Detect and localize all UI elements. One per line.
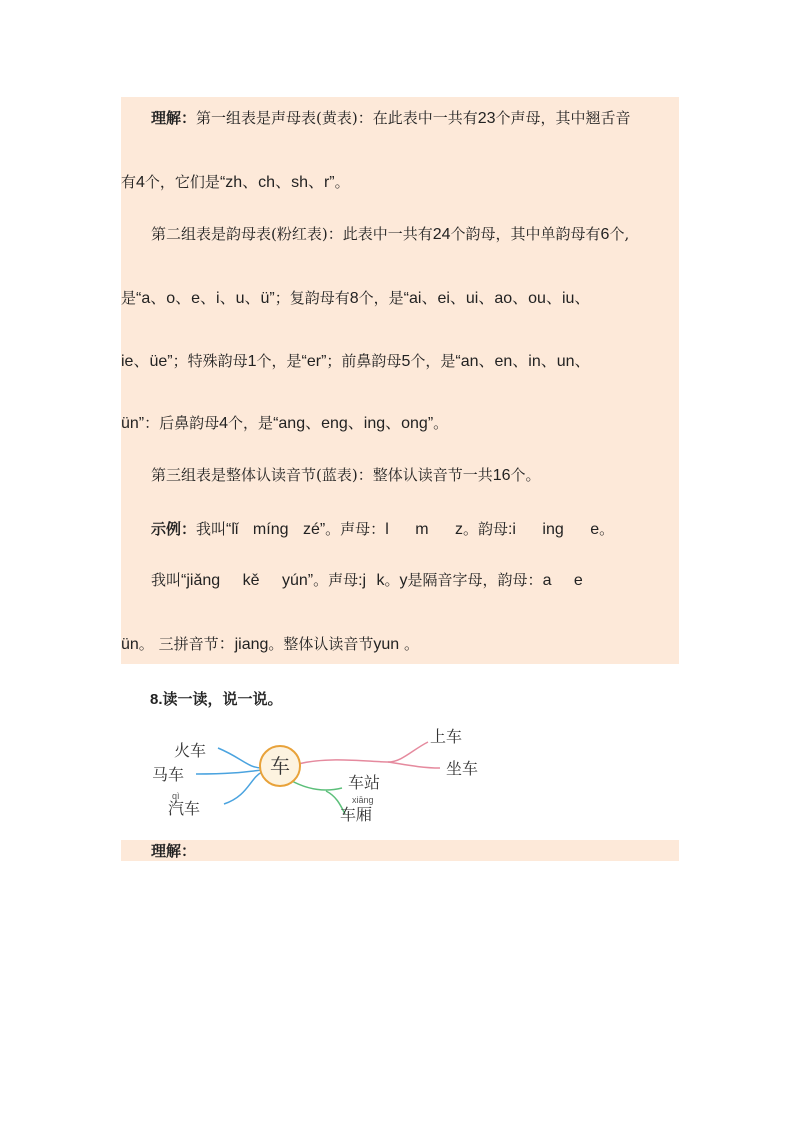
branch-line	[290, 780, 342, 790]
node-label: 上车	[430, 728, 463, 746]
example-line: 示例：我叫“lǐ míng zé”。声母：l m z。韵母:i ing e。	[151, 520, 615, 538]
paragraph-line: 第三组表是整体认读音节(蓝表)：整体认读音节一共16个。	[151, 466, 541, 484]
example-line: ün。 三拼音节：jiang。整体认读音节yun 。	[121, 635, 419, 653]
node-label: 马车	[152, 765, 185, 784]
paragraph-line: 理解：第一组表是声母表(黄表)：在此表中一共有23个声母，其中翘舌音	[151, 109, 631, 127]
paragraph-line: 是“a、o、e、i、u、ü”；复韵母有8个，是“ai、ei、ui、ao、ou、iu、	[121, 289, 591, 307]
pinyin-annotation: qì	[172, 791, 180, 801]
label-understanding: 理解	[151, 842, 182, 860]
node-label: 火车	[174, 741, 207, 760]
paragraph-line: ie、üe”；特殊韵母1个，是“er”；前鼻韵母5个，是“an、en、in、un、	[121, 352, 591, 370]
paragraph-line: 第二组表是韵母表(粉红表)：此表中一共有24个韵母，其中单韵母有6个,	[151, 225, 630, 243]
branch-line	[218, 748, 262, 768]
node-label: 坐车	[446, 759, 479, 778]
label-understanding: 理解	[151, 109, 182, 127]
paragraph-line: ün”：后鼻韵母4个，是“ang、eng、ing、ong”。	[121, 414, 449, 432]
branch-line	[298, 742, 428, 764]
answer-box	[121, 840, 679, 861]
node-label: 车站	[348, 773, 381, 792]
explanation-box	[121, 97, 679, 664]
paragraph-line: 有4个，它们是“zh、ch、sh、r”。	[121, 173, 350, 191]
node-label: 车厢	[340, 805, 373, 824]
pinyin-annotation: xiāng	[352, 795, 374, 805]
paragraph-line: 理解：	[151, 842, 197, 860]
branch-line	[196, 770, 262, 774]
branch-line	[224, 772, 262, 804]
mind-map	[140, 728, 500, 828]
branch-line	[388, 762, 440, 768]
section-heading: 8.读一读，说一说。	[150, 690, 283, 708]
example-line: 我叫“jiǎng kě yún”。声母:j k。y是隔音字母，韵母：a e	[151, 571, 583, 589]
node-label: 汽车	[168, 799, 201, 818]
label-example: 示例	[151, 520, 182, 538]
center-label: 车	[270, 754, 290, 778]
